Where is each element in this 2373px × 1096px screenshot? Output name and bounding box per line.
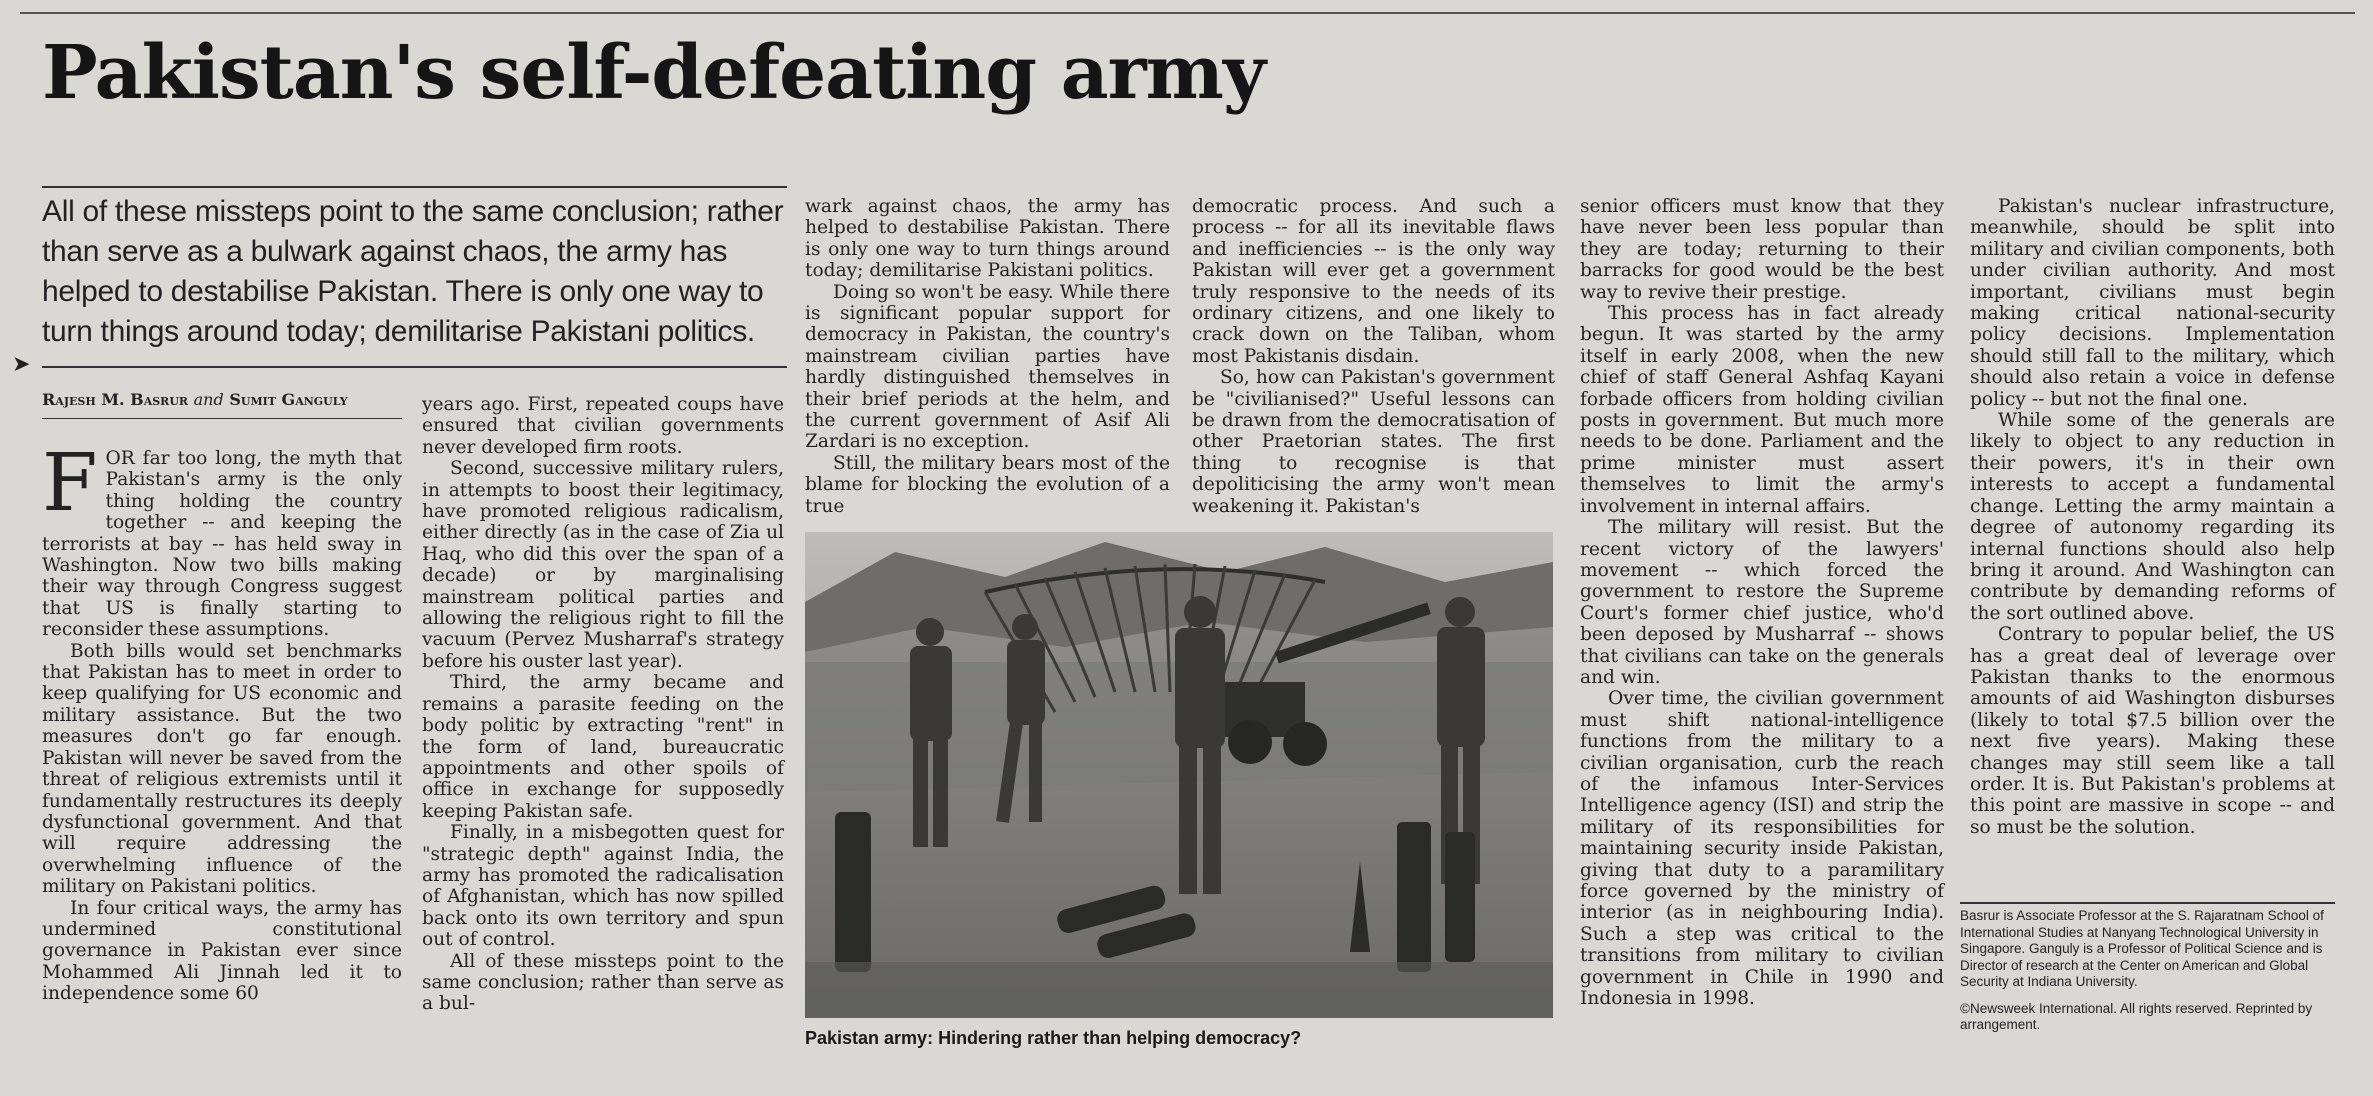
- paragraph: Doing so won't be easy. While there is significant popular support for democracy in Pakistan, the country's mainstream civilian parties have hardly distinguished themselves in their brief periods at the helm, and the current government of Asif Ali Zardari is no exception.: [805, 281, 1170, 453]
- byline-author-1: Rajesh M. Basrur: [42, 390, 189, 409]
- article-column-1: [42, 436, 402, 1005]
- article-column-4: [1192, 196, 1555, 517]
- paragraph: Finally, in a misbegotten quest for "strategic depth" against India, the army has promoted the radicalisation of Afghanistan, which has now spilled back onto its own territory and spun out of control.: [422, 822, 784, 951]
- bio-rule: [1960, 902, 2335, 904]
- paragraph: Over time, the civilian government must shift national-intelligence functions from the military to a civilian organisation, curb the reach of the infamous Inter-Services Intelligence agency (ISI) and strip the military of its responsibilities for maintaining security inside Pakistan, giving that duty to a paramilitary force governed by the ministry of interior (as in neighbouring India). Such a step was critical to the transitions from military to civilian government in Chile in 1990 and Indonesia in 1998.: [1580, 688, 1944, 1010]
- top-rule: [20, 12, 2355, 14]
- paragraph: The military will resist. But the recent victory of the lawyers' movement -- which forced the government to restore the Supreme Court's former chief justice, who'd been deposed by Musharraf -- shows that civilians can take on the generals and win.: [1580, 517, 1944, 688]
- article-column-2: [422, 394, 784, 1015]
- paragraph: So, how can Pakistan's government be "civilianised?" Useful lessons can be drawn from the democratisation of other Praetorian states. The first thing to recognise is that depoliticising the army won't mean weakening it. Pakistan's: [1192, 367, 1555, 517]
- deck-pull-quote: All of these missteps point to the same conclusion; rather than serve as a bulwark against chaos, the army has helped to destabilise Pakistan. There is only one way to turn things around today; demilitarise Pakistani politics.: [42, 195, 784, 348]
- paragraph: Third, the army became and remains a parasite feeding on the body politic by extracting "rent" in the form of land, bureaucratic appointments and other spoils of office in exchange for supposedly keeping Pakistan safe.: [422, 672, 784, 822]
- paragraph: Contrary to popular belief, the US has a great deal of leverage over Pakistan thanks to the enormous amounts of aid Washington disburses (likely to total $7.5 billion over the next five years). Making these changes may still seem like a tall order. It is. But Pakistan's problems at this point are massive in scope -- and so must be the solution.: [1970, 624, 2335, 838]
- drop-cap: F: [42, 436, 98, 529]
- paragraph: wark against chaos, the army has helped to destabilise Pakistan. There is only one way to turn things around today; demilitarise Pakistani politics.: [805, 196, 1170, 282]
- deck-bottom-rule: [42, 366, 787, 368]
- arrow-marker-icon: ➤: [12, 352, 31, 377]
- headline: Pakistan's self-defeating army: [42, 30, 1265, 116]
- paragraph: Pakistan's nuclear infrastructure, meanwhile, should be split into military and civilian components, both under civilian authority. And most important, civilians must begin making critical national-security policy decisions. Implementation should still fall to the military, which should also retain a voice in defense policy -- but not the final one.: [1970, 196, 2335, 410]
- paragraph: Still, the military bears most of the blame for blocking the evolution of a true: [805, 452, 1170, 517]
- paragraph: All of these missteps point to the same conclusion; rather than serve as a bul-: [422, 950, 784, 1015]
- deck-top-rule: [42, 186, 787, 188]
- paragraph: Both bills would set benchmarks that Pakistan has to meet in order to keep qualifying for US economic and military assistance. But the two measures don't go far enough. Pakistan will never be saved from the threat of religious extremists until it fundamentally restructures its deeply dysfunctional government. And that will require addressing the overwhelming influence of the military on Pakistani politics.: [42, 640, 402, 898]
- article-column-3: [805, 196, 1170, 517]
- article-column-5: [1580, 196, 1944, 1009]
- paragraph-text: OR far too long, the myth that Pakistan's army is the only thing holding the country together -- and keeping the terrorists at bay -- has held sway in Washington. Now two bills making their way through Congress suggest that US is finally starting to reconsider these assumptions.: [42, 448, 402, 641]
- byline: [42, 390, 402, 419]
- byline-author-2: Sumit Ganguly: [229, 390, 348, 409]
- article-column-6: [1970, 196, 2335, 838]
- paragraph: [42, 436, 402, 641]
- article-photo: [805, 532, 1553, 1018]
- paragraph: senior officers must know that they have never been less popular than they are today; returning to their barracks for good would be the best way to revive their prestige.: [1580, 196, 1944, 303]
- paragraph: This process has in fact already begun. It was started by the army itself in early 2008, when the new chief of staff General Ashfaq Kayani forbade officers from holding civilian posts in government. But much more needs to be done. Parliament and the prime minister must assert themselves to limit the army's involvement in internal affairs.: [1580, 303, 1944, 517]
- author-bio-text: Basrur is Associate Professor at the S. Rajaratnam School of International Studies at Nanyang Technological University in Singapore. Ganguly is a Professor of Political Science and is Director of research at the Center on American and Global Security at Indiana University.: [1960, 908, 2324, 989]
- paragraph: democratic process. And such a process -- for all its inevitable flaws and inefficiencies -- is the only way Pakistan will ever get a government truly responsive to the needs of its ordinary citizens, and one likely to crack down on the Taliban, whom most Pakistanis disdain.: [1192, 196, 1555, 367]
- paragraph: Second, successive military rulers, in attempts to boost their legitimacy, have promoted religious radicalism, either directly (as in the case of Zia ul Haq, who did this over the span of a decade) or by marginalising mainstream political parties and allowing the religious right to fill the vacuum (Pervez Musharraf's strategy before his ouster last year).: [422, 458, 784, 672]
- paragraph: In four critical ways, the army has undermined constitutional governance in Pakistan ever since Mohammed Ali Jinnah led it to independence some 60: [42, 897, 402, 1005]
- soldiers-with-artillery-image: [805, 532, 1553, 1018]
- copyright-note: ©Newsweek International. All rights reserved. Reprinted by arrangement.: [1960, 1000, 2313, 1032]
- byline-and: and: [193, 390, 224, 409]
- paragraph: years ago. First, repeated coups have ensured that civilian governments never developed firm roots.: [422, 394, 784, 458]
- paragraph: While some of the generals are likely to object to any reduction in their powers, it's in their own interests to accept a fundamental change. Letting the army maintain a degree of autonomy regarding its internal functions should also help bring it around. And Washington can contribute by demanding reforms of the sort outlined above.: [1970, 410, 2335, 624]
- author-bio: [1960, 908, 2330, 1044]
- photo-caption: Pakistan army: Hindering rather than helping democracy?: [805, 1028, 1302, 1048]
